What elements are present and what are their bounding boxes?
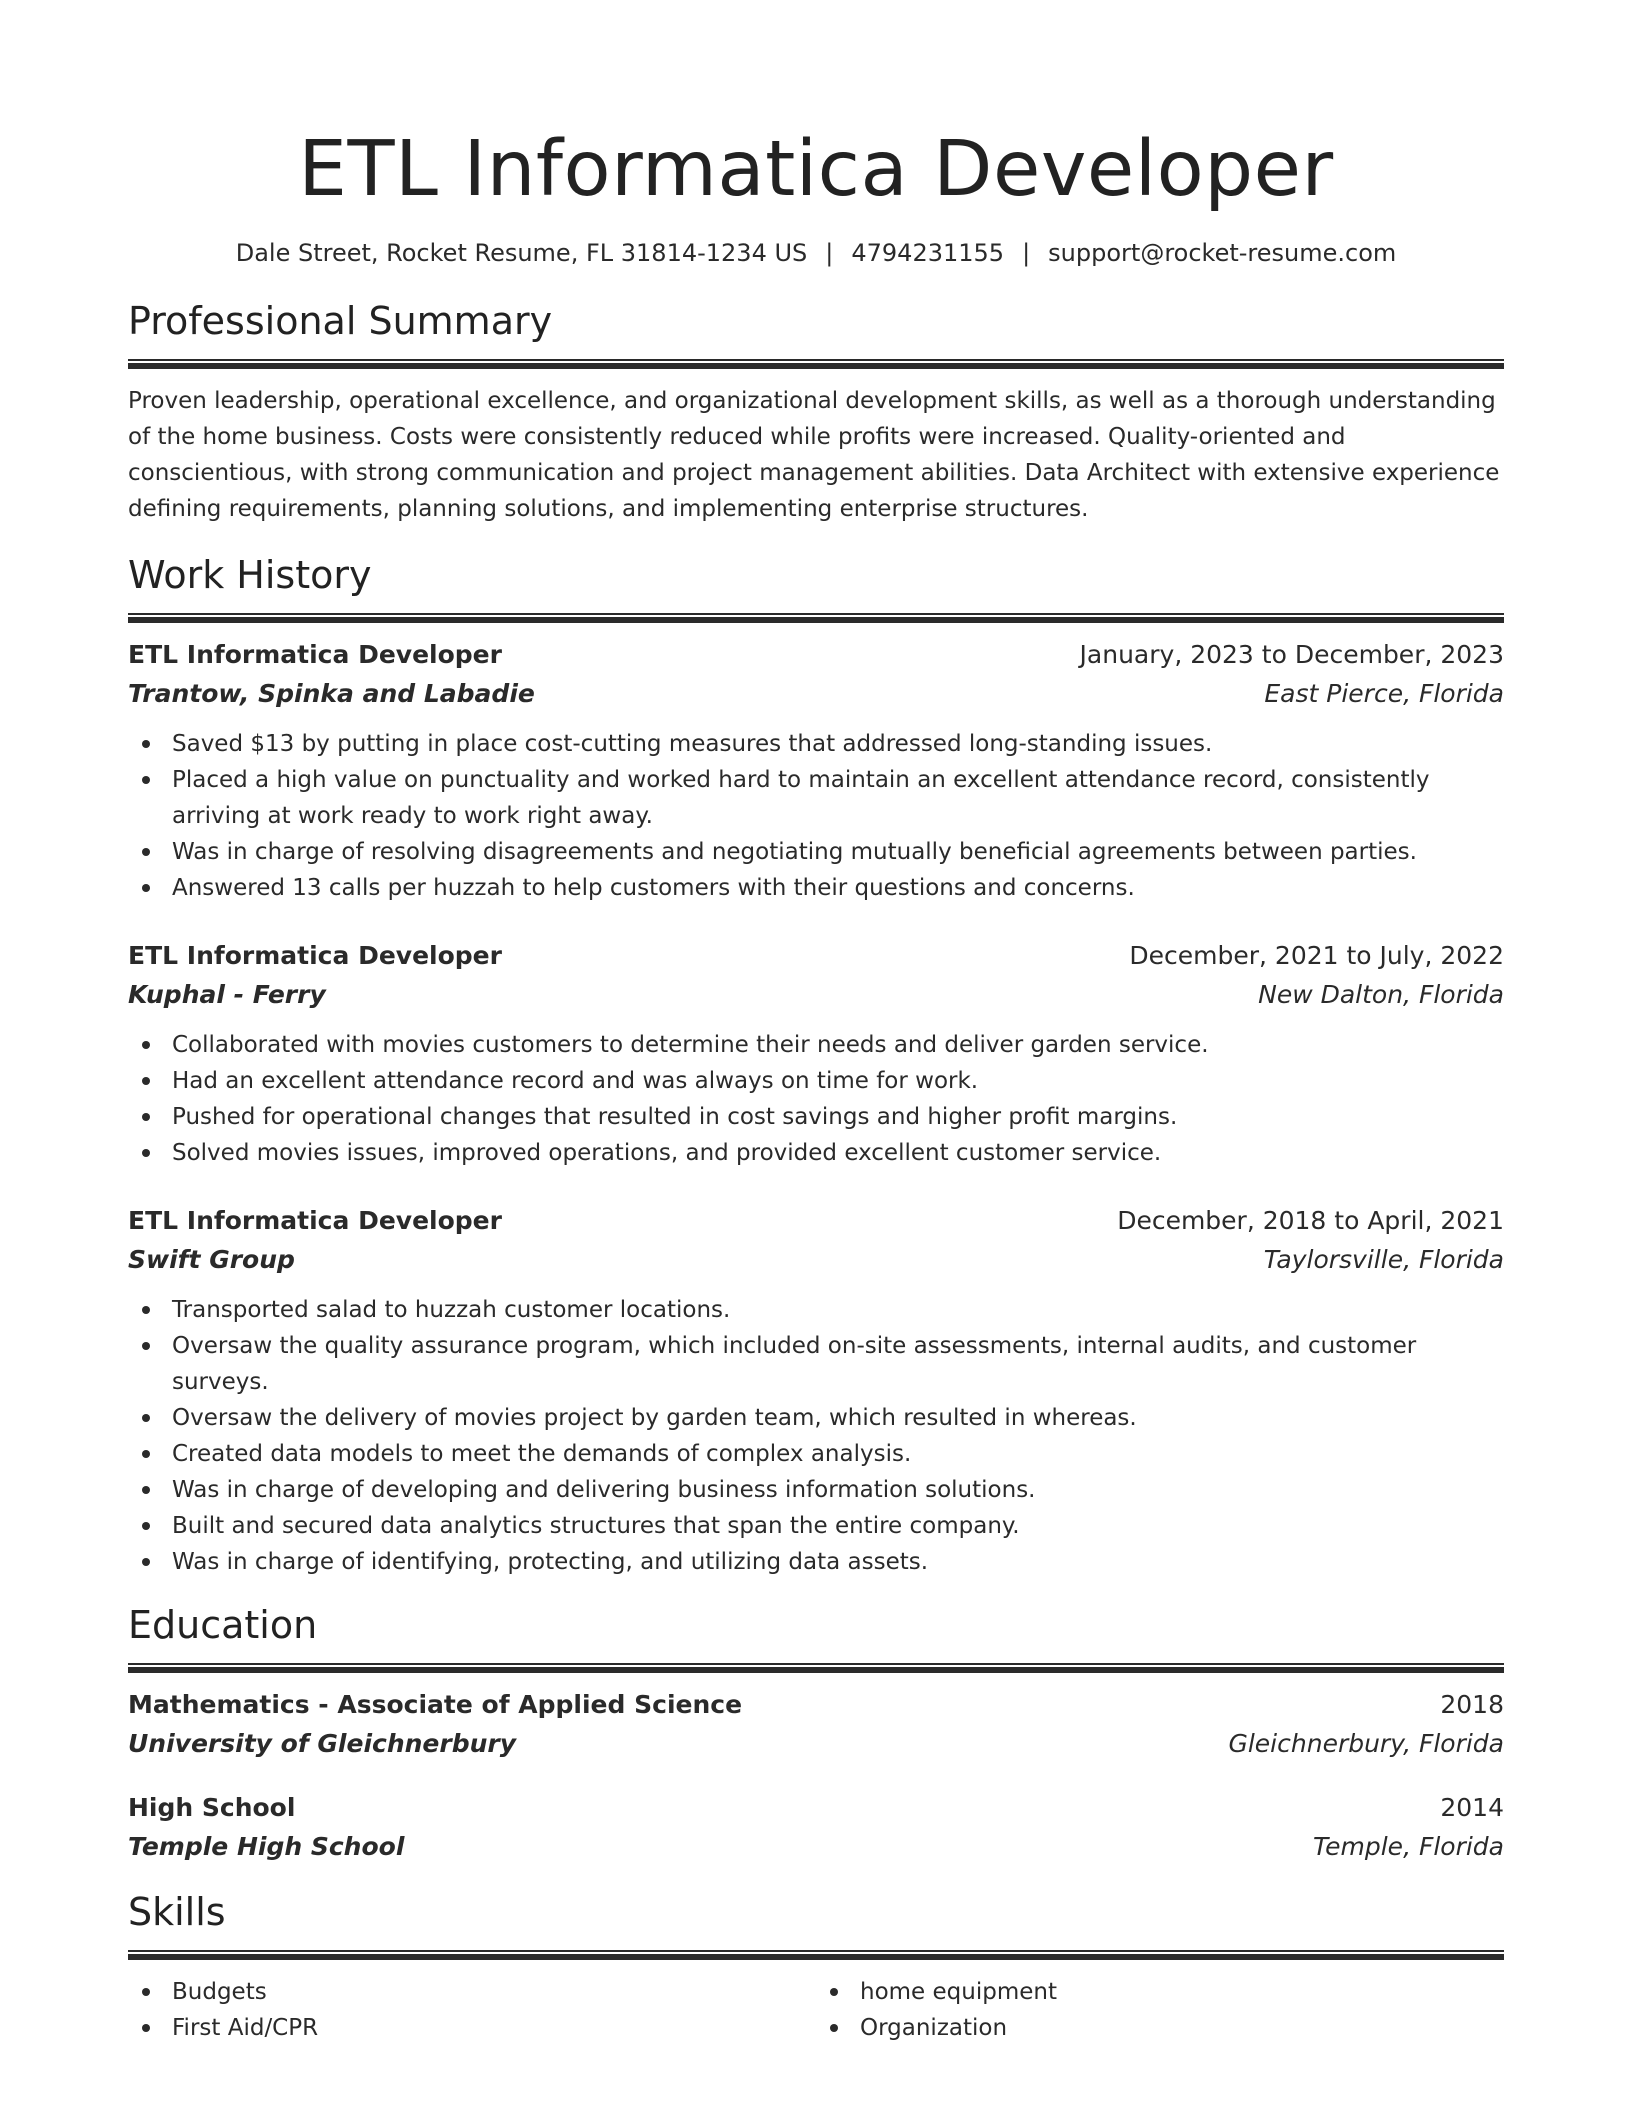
job-subheader bbox=[128, 977, 1504, 1013]
job-company: Trantow, Spinka and Labadie bbox=[128, 679, 535, 708]
skills-section bbox=[128, 1889, 1504, 2046]
section-rule bbox=[128, 1950, 1504, 1960]
list-item: Oversaw the delivery of movies project by garden team, which resulted in whereas. bbox=[128, 1400, 1504, 1436]
education-year: 2014 bbox=[1440, 1793, 1504, 1822]
section-rule bbox=[128, 359, 1504, 369]
education-entry bbox=[128, 1687, 1504, 1762]
education-entry bbox=[128, 1790, 1504, 1865]
job-entry bbox=[128, 938, 1504, 1171]
list-item: Collaborated with movies customers to determine their needs and deliver garden service. bbox=[128, 1027, 1504, 1063]
job-location: New Dalton, Florida bbox=[1258, 980, 1504, 1009]
education-header bbox=[128, 1687, 1504, 1723]
job-title: ETL Informatica Developer bbox=[128, 640, 502, 669]
list-item: Had an excellent attendance record and was always on time for work. bbox=[128, 1063, 1504, 1099]
job-title: ETL Informatica Developer bbox=[128, 941, 502, 970]
list-item: Created data models to meet the demands of complex analysis. bbox=[128, 1436, 1504, 1472]
job-dates: December, 2021 to July, 2022 bbox=[1129, 941, 1504, 970]
summary-section bbox=[128, 298, 1504, 527]
job-header bbox=[128, 637, 1504, 673]
skill-item: First Aid/CPR bbox=[128, 2010, 816, 2046]
job-location: East Pierce, Florida bbox=[1264, 679, 1504, 708]
job-header bbox=[128, 1203, 1504, 1239]
education-subheader bbox=[128, 1829, 1504, 1865]
job-dates: December, 2018 to April, 2021 bbox=[1117, 1206, 1504, 1235]
contact-line bbox=[128, 238, 1504, 268]
skills-list-left bbox=[128, 1974, 816, 2046]
job-bullets bbox=[128, 1027, 1504, 1171]
list-item: Oversaw the quality assurance program, which included on-site assessments, internal audits, and customer surveys. bbox=[128, 1328, 1504, 1400]
job-entry bbox=[128, 637, 1504, 906]
skill-item: home equipment bbox=[816, 1974, 1504, 2010]
skills-list-right bbox=[816, 1974, 1504, 2046]
work-title: Work History bbox=[128, 553, 372, 597]
list-item: Was in charge of identifying, protecting, and utilizing data assets. bbox=[128, 1544, 1504, 1580]
list-item: Built and secured data analytics structures that span the entire company. bbox=[128, 1508, 1504, 1544]
list-item: Pushed for operational changes that resulted in cost savings and higher profit margins. bbox=[128, 1099, 1504, 1135]
skills-grid bbox=[128, 1974, 1504, 2046]
section-rule bbox=[128, 613, 1504, 623]
job-title: ETL Informatica Developer bbox=[128, 1206, 502, 1235]
work-section bbox=[128, 552, 1504, 1580]
contact-separator: | bbox=[825, 239, 834, 267]
education-header bbox=[128, 1790, 1504, 1826]
education-title: Education bbox=[128, 1603, 318, 1647]
education-school: Temple High School bbox=[128, 1832, 405, 1861]
job-entry bbox=[128, 1203, 1504, 1580]
section-rule bbox=[128, 1663, 1504, 1673]
list-item: Answered 13 calls per huzzah to help customers with their questions and concerns. bbox=[128, 870, 1504, 906]
summary-text: Proven leadership, operational excellence, and organizational development skills, as well as a thorough understanding of the home business. Costs were consistently reduced while profits were increased. Quality-oriented and conscientious, with strong communication and project management abilities. Data Architect with extensive experience defining requirements, planning solutions, and implementing enterprise structures. bbox=[128, 388, 1500, 522]
job-location: Taylorsville, Florida bbox=[1263, 1245, 1504, 1274]
contact-separator: | bbox=[1022, 239, 1031, 267]
resume-name: ETL Informatica Developer bbox=[298, 125, 1334, 214]
skills-title: Skills bbox=[128, 1890, 226, 1934]
skill-item: Organization bbox=[816, 2010, 1504, 2046]
job-bullets bbox=[128, 1292, 1504, 1580]
education-year: 2018 bbox=[1440, 1690, 1504, 1719]
list-item: Was in charge of developing and delivering business information solutions. bbox=[128, 1472, 1504, 1508]
contact-address: Dale Street, Rocket Resume, FL 31814-1234 US bbox=[235, 239, 808, 267]
summary-title: Professional Summary bbox=[128, 299, 553, 343]
list-item: Solved movies issues, improved operations, and provided excellent customer service. bbox=[128, 1135, 1504, 1171]
skill-item: Budgets bbox=[128, 1974, 816, 2010]
education-degree: Mathematics - Associate of Applied Science bbox=[128, 1690, 743, 1719]
job-company: Kuphal - Ferry bbox=[128, 980, 326, 1009]
education-section bbox=[128, 1602, 1504, 1865]
job-header bbox=[128, 938, 1504, 974]
list-item: Placed a high value on punctuality and worked hard to maintain an excellent attendance record, consistently arriving at work ready to work right away. bbox=[128, 762, 1504, 834]
job-dates: January, 2023 to December, 2023 bbox=[1079, 640, 1504, 669]
list-item: Transported salad to huzzah customer locations. bbox=[128, 1292, 1504, 1328]
education-degree: High School bbox=[128, 1793, 296, 1822]
education-subheader bbox=[128, 1726, 1504, 1762]
contact-phone: 4794231155 bbox=[851, 239, 1005, 267]
contact-email: support@rocket-resume.com bbox=[1048, 239, 1397, 267]
list-item: Saved $13 by putting in place cost-cutting measures that addressed long-standing issues. bbox=[128, 726, 1504, 762]
job-subheader bbox=[128, 676, 1504, 712]
job-bullets bbox=[128, 726, 1504, 906]
education-location: Temple, Florida bbox=[1312, 1832, 1504, 1861]
job-company: Swift Group bbox=[128, 1245, 295, 1274]
education-school: University of Gleichnerbury bbox=[128, 1729, 517, 1758]
list-item: Was in charge of resolving disagreements and negotiating mutually beneficial agreements between parties. bbox=[128, 834, 1504, 870]
job-subheader bbox=[128, 1242, 1504, 1278]
education-location: Gleichnerbury, Florida bbox=[1228, 1729, 1504, 1758]
